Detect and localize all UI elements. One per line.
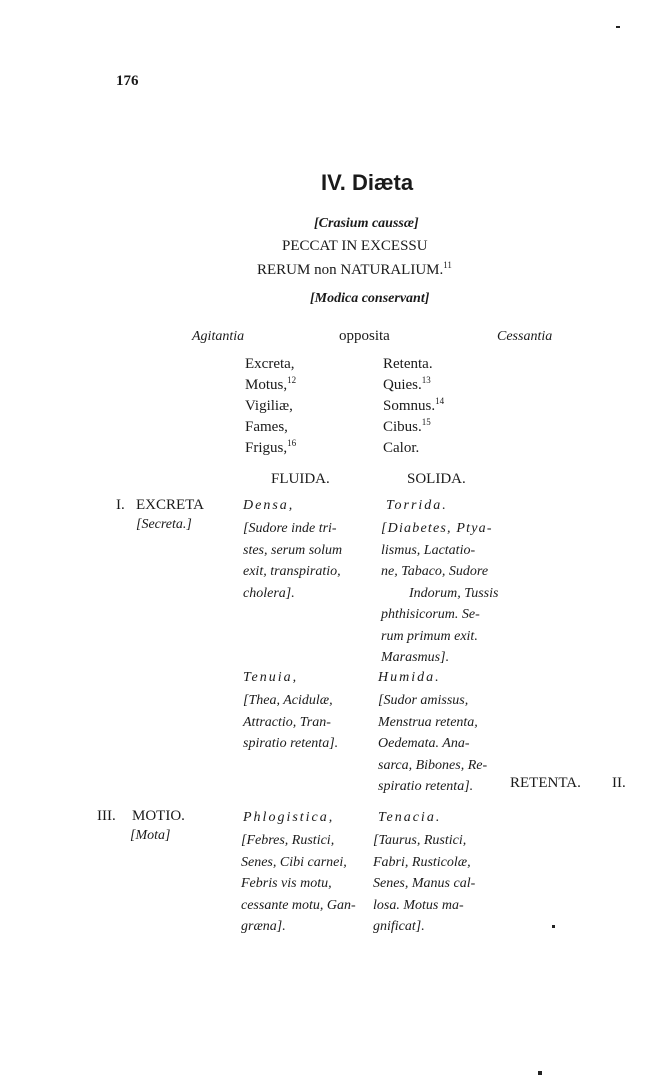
pair-right: Somnus. xyxy=(383,398,436,414)
text-line: phthisicorum. Se- xyxy=(381,607,480,622)
list-item xyxy=(383,354,444,375)
section-sublabel-mota: [Mota] xyxy=(130,828,171,843)
humida-heading: Humida. xyxy=(378,670,441,685)
section-numeral-ii: II. xyxy=(612,775,626,791)
text-line: Attractio, Tran- xyxy=(243,714,331,730)
torrida-text xyxy=(381,518,498,669)
opposition-right-list xyxy=(383,354,444,459)
list-item xyxy=(383,396,444,417)
text-line: Oedemata. Ana- xyxy=(378,736,470,751)
section-sublabel-secreta: [Secreta.] xyxy=(136,517,192,532)
heading-line-2-text: RERUM non NATURALIUM. xyxy=(257,262,444,278)
pair-right: Cibus. xyxy=(383,419,422,435)
list-item xyxy=(383,417,444,438)
text-line: losa. Motus ma- xyxy=(373,897,464,913)
agitantia-label: Agitantia xyxy=(192,329,245,344)
modica-bracket: [Modica conservant] xyxy=(310,291,430,306)
scan-speck xyxy=(538,1071,542,1075)
pair-right: Retenta. xyxy=(383,356,433,372)
text-line: [Febres, Rustici, xyxy=(241,833,335,848)
text-line: Fabri, Rusticolæ, xyxy=(373,854,471,870)
pair-left: Vigiliæ, xyxy=(245,398,293,414)
pair-left: Excreta, xyxy=(245,356,295,372)
section-label-retenta: RETENTA. xyxy=(510,775,581,791)
opposita-label: opposita xyxy=(339,328,390,344)
subtitle-bracket: [Crasium caussæ] xyxy=(314,216,419,231)
solida-heading: SOLIDA. xyxy=(407,471,466,487)
text-line: [Sudore inde tri- xyxy=(243,521,337,536)
footnote-ref: 11 xyxy=(443,260,452,270)
page-number: 176 xyxy=(116,73,139,89)
footnote-ref: 16 xyxy=(287,438,297,448)
text-line: [Diabetes, Ptya- xyxy=(381,521,493,536)
opposition-left-list xyxy=(245,354,296,459)
text-line: exit, transpiratio, xyxy=(243,564,341,579)
text-line: [Thea, Acidulæ, xyxy=(243,693,333,708)
list-item xyxy=(245,375,296,396)
heading-line-2 xyxy=(257,262,452,279)
pair-right: Calor. xyxy=(383,440,420,456)
text-line: sarca, Bibones, Re- xyxy=(378,757,488,773)
text-line: Indorum, Tussis xyxy=(409,585,499,601)
text-line: [Taurus, Rustici, xyxy=(373,833,467,848)
footnote-ref: 15 xyxy=(421,417,431,427)
text-line: cessante motu, Gan- xyxy=(241,897,356,913)
list-item xyxy=(245,438,296,459)
pair-left: Fames, xyxy=(245,419,288,435)
footnote-ref: 13 xyxy=(421,375,431,385)
phlogistica-heading: Phlogistica, xyxy=(243,810,335,825)
scan-speck xyxy=(616,26,620,28)
tenuia-text xyxy=(243,690,338,755)
text-line: stes, serum solum xyxy=(243,542,343,558)
text-line: spiratio retenta]. xyxy=(378,779,474,794)
text-line: ne, Tabaco, Sudore xyxy=(381,564,489,579)
text-line: lismus, Lactatio- xyxy=(381,542,476,558)
list-item xyxy=(245,417,296,438)
text-line: gnificat]. xyxy=(373,919,425,934)
text-line: [Sudor amissus, xyxy=(378,693,469,708)
list-item xyxy=(383,375,444,396)
text-line: Senes, Manus cal- xyxy=(373,876,476,891)
pair-right: Quies. xyxy=(383,377,422,393)
section-numeral-i: I. xyxy=(116,497,125,513)
pair-left: Frigus, xyxy=(245,440,288,456)
text-line: Marasmus]. xyxy=(381,650,450,665)
humida-text xyxy=(378,690,487,798)
torrida-heading: Torrida. xyxy=(386,498,448,513)
text-line: spiratio retenta]. xyxy=(243,736,339,751)
text-line: Febris vis motu, xyxy=(241,876,332,891)
tenacia-text xyxy=(373,830,475,938)
pair-left: Motus, xyxy=(245,377,288,393)
densa-text xyxy=(243,518,369,604)
page-title: IV. Diæta xyxy=(321,170,414,195)
section-numeral-iii: III. xyxy=(97,808,116,824)
phlogistica-text xyxy=(241,830,356,938)
text-line: Senes, Cibi carnei, xyxy=(241,854,347,870)
heading-line-1: PECCAT IN EXCESSU xyxy=(282,238,428,254)
list-item xyxy=(383,438,444,459)
tenuia-heading: Tenuia, xyxy=(243,670,299,685)
tenacia-heading: Tenacia. xyxy=(378,810,442,825)
scan-speck xyxy=(552,925,555,928)
list-item xyxy=(245,354,296,375)
fluida-heading: FLUIDA. xyxy=(271,471,330,487)
text-line: Menstrua retenta, xyxy=(378,714,478,730)
section-label-motio: MOTIO. xyxy=(132,808,185,824)
text-line: cholera]. xyxy=(243,585,295,601)
text-line: græna]. xyxy=(241,919,286,934)
section-label-excreta: EXCRETA xyxy=(136,497,204,513)
footnote-ref: 12 xyxy=(287,375,297,385)
footnote-ref: 14 xyxy=(435,396,445,406)
densa-heading: Densa, xyxy=(243,498,295,513)
cessantia-label: Cessantia xyxy=(497,329,553,344)
text-line: rum primum exit. xyxy=(381,628,478,644)
list-item xyxy=(245,396,296,417)
